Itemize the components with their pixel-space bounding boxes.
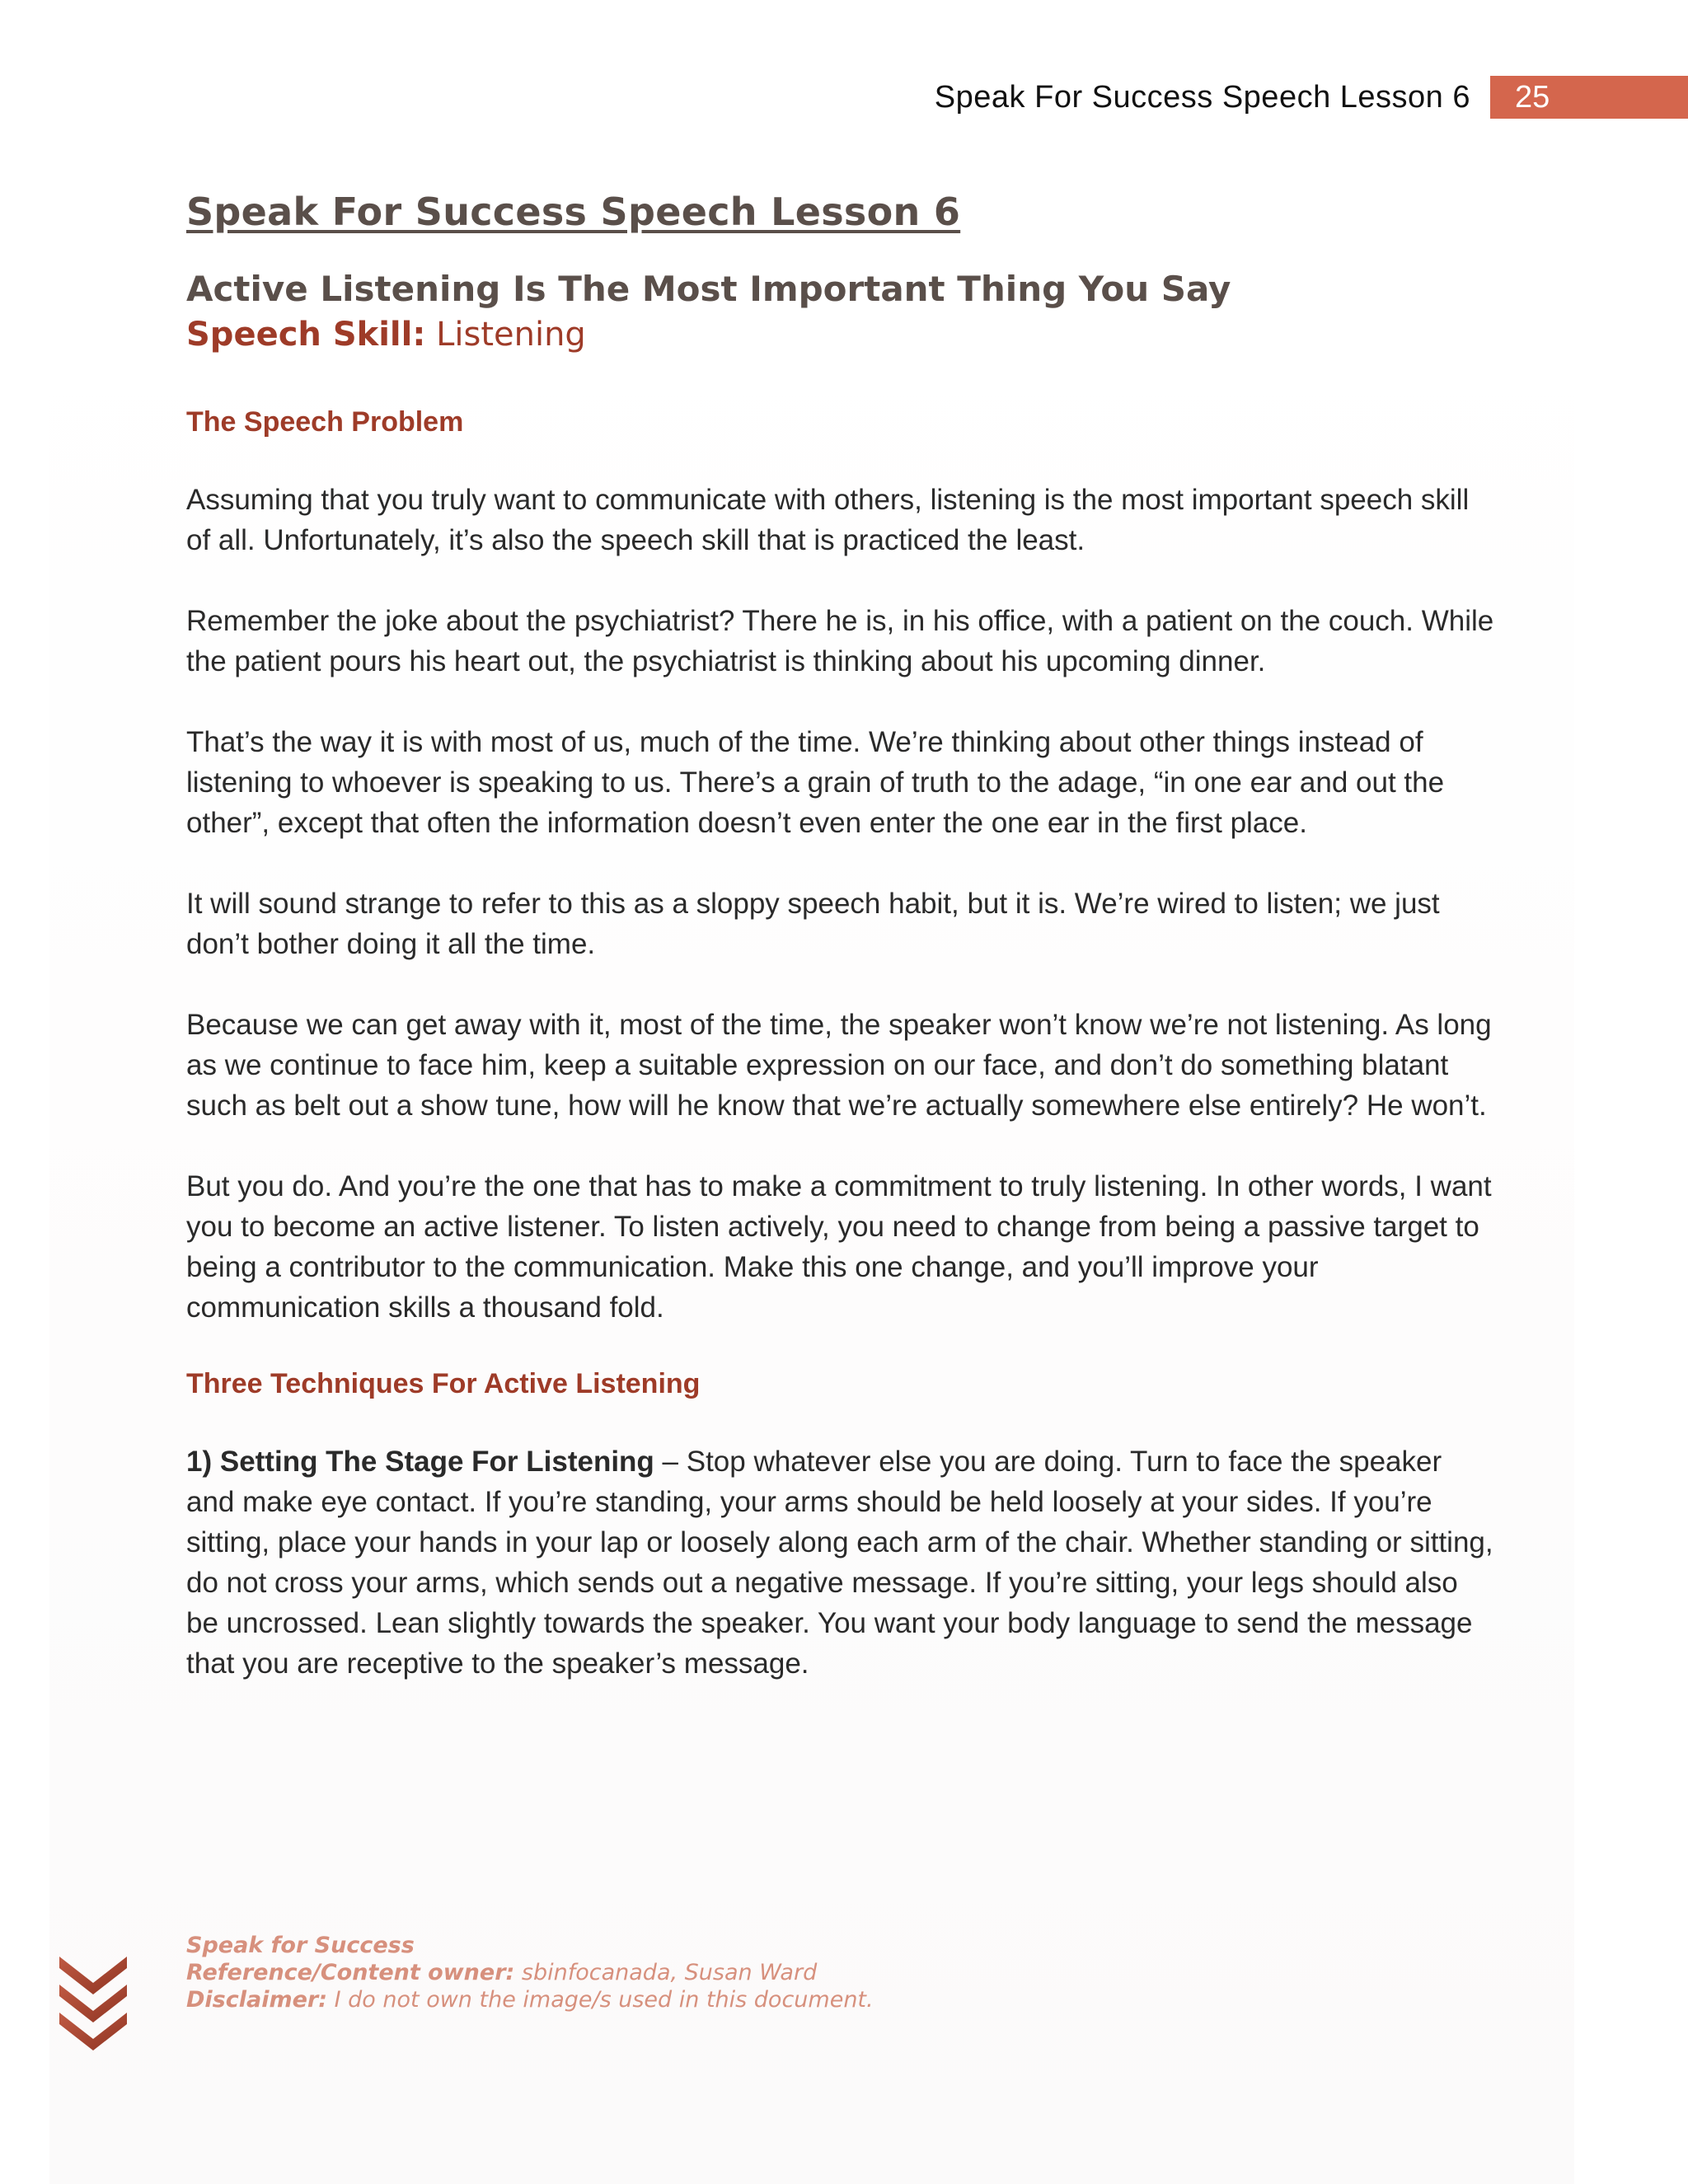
footer-owner-label: Reference/Content owner:: [186, 1960, 515, 1985]
footer-disclaimer-value: I do not own the image/s used in this document.: [327, 1987, 874, 2013]
footer-disclaimer-label: Disclaimer:: [186, 1987, 328, 2013]
paragraph: Because we can get away with it, most of the time, the speaker won’t know we’re not listening. As long as we continue to face him, keep a suitable expression on our face, and don’t do something blatant such as belt out a show tune, how will he know that we’re actually somewhere else entirely? He won’t.: [186, 1009, 1492, 1122]
technique-1-paragraph: [186, 1441, 1497, 1684]
section-heading-speech-problem: The Speech Problem: [186, 406, 464, 438]
technique-1-label: 1) Setting The Stage For Listening: [186, 1446, 654, 1478]
paragraph: That’s the way it is with most of us, much of the time. We’re thinking about other things instead of listening to whoever is speaking to us. There’s a grain of truth to the adage, “in one ear and out the other”, except that often the information doesn’t even enter the one ear in the first place.: [186, 726, 1445, 839]
speech-skill-line: [186, 316, 1497, 354]
paragraph: It will sound strange to refer to this as a sloppy speech habit, but it is. We’re wired to listen; we just don’t bother doing it all the time.: [186, 888, 1440, 960]
page-number-badge: 25: [1490, 76, 1688, 119]
section-heading-techniques: Three Techniques For Active Listening: [186, 1368, 701, 1399]
lesson-subtitle: Active Listening Is The Most Important Thing You Say: [186, 269, 1231, 309]
triple-chevron-down-icon: [56, 1953, 130, 2052]
footer-disclaimer-line: [186, 1986, 874, 2013]
document-body: [186, 190, 1497, 1724]
speech-skill-value: Listening: [436, 316, 586, 354]
footer-owner-line: [186, 1959, 874, 1986]
paragraph: But you do. And you’re the one that has to make a commitment to truly listening. In other words, I want you to become an active listener. To listen actively, you need to change from being a passive target to being a contributor to the communication. Make this one change, and you’ll improve your communication skills a thousand fold.: [186, 1170, 1492, 1324]
footer-brand: Speak for Success: [186, 1933, 415, 1958]
paragraph: Remember the joke about the psychiatrist? There he is, in his office, with a patient on the couch. While the patient pours his heart out, the psychiatrist is thinking about his upcoming dinner.: [186, 605, 1494, 677]
lesson-title: Speak For Success Speech Lesson 6: [186, 190, 961, 234]
technique-1-text: – Stop whatever else you are doing. Turn to face the speaker and make eye contact. If you’re standing, your arms should be held loosely at your sides. If you’re sitting, place your hands in your lap or loosely along each arm of the chair. Whether standing or sitting, do not cross your arms, which sends out a negative message. If you’re sitting, your legs should also be uncrossed. Lean slightly towards the speaker. You want your body language to send the message that you are receptive to the speaker’s message.: [186, 1446, 1493, 1680]
speech-skill-label: Speech Skill:: [186, 316, 426, 354]
paragraph: Assuming that you truly want to communicate with others, listening is the most important speech skill of all. Unfortunately, it’s also the speech skill that is practiced the least.: [186, 484, 1470, 556]
footer-owner-value: sbinfocanada, Susan Ward: [514, 1960, 818, 1985]
page-footer: [186, 1932, 874, 2013]
page-header: [935, 76, 1688, 119]
header-title: Speak For Success Speech Lesson 6: [934, 79, 1470, 115]
